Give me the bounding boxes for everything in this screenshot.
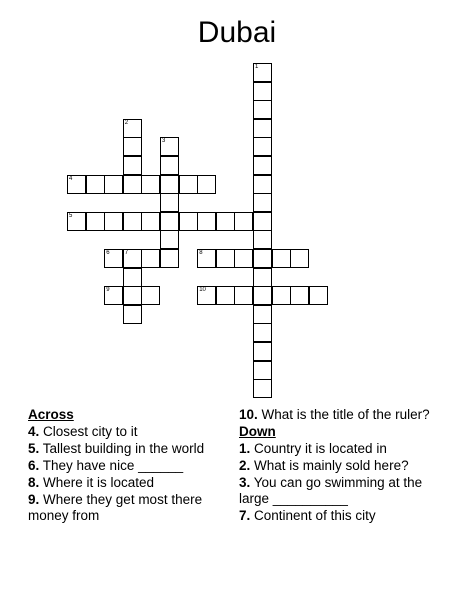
clue-text: What is the title of the ruler? — [257, 407, 430, 422]
grid-cell[interactable] — [67, 212, 86, 231]
grid-cell[interactable] — [253, 119, 272, 138]
grid-cell[interactable] — [160, 212, 179, 231]
grid-cell[interactable] — [309, 286, 328, 305]
grid-cell[interactable] — [272, 249, 291, 268]
clue-text: Continent of this city — [250, 508, 376, 523]
grid-cell[interactable] — [253, 137, 272, 156]
clue-number: 1. — [239, 441, 251, 456]
grid-cell[interactable] — [253, 323, 272, 342]
across-heading: Across — [28, 407, 74, 422]
grid-cell[interactable] — [160, 156, 179, 175]
grid-cell[interactable] — [141, 249, 160, 268]
clue — [28, 492, 223, 524]
down-clues — [239, 441, 449, 524]
across-clues-continued — [239, 407, 449, 423]
clue — [239, 508, 449, 524]
grid-cell[interactable] — [234, 249, 253, 268]
grid-cell[interactable] — [197, 249, 216, 268]
grid-cell[interactable] — [123, 175, 142, 194]
grid-cell[interactable] — [290, 249, 309, 268]
grid-cell[interactable] — [141, 286, 160, 305]
cell-number: 3 — [162, 138, 166, 145]
grid-cell[interactable] — [160, 193, 179, 212]
grid-cell[interactable] — [253, 82, 272, 101]
grid-cell[interactable] — [179, 175, 198, 194]
grid-cell[interactable] — [253, 175, 272, 194]
cell-number: 7 — [124, 250, 129, 256]
grid-cell[interactable] — [197, 175, 216, 194]
grid-cell[interactable] — [216, 249, 235, 268]
grid-cell[interactable] — [253, 193, 272, 212]
grid-cell[interactable] — [104, 286, 123, 305]
clue — [28, 475, 223, 491]
grid-cell[interactable] — [253, 212, 272, 231]
grid-cell[interactable] — [253, 230, 272, 249]
grid-cell[interactable] — [253, 286, 272, 305]
grid-cell[interactable] — [290, 286, 309, 305]
grid-cell[interactable] — [123, 268, 142, 287]
puzzle-title: Dubai — [197, 16, 277, 49]
grid-cell[interactable] — [141, 212, 160, 231]
grid-cell[interactable] — [197, 286, 216, 305]
clue-text: Closest city to it — [39, 424, 138, 439]
grid-cell[interactable] — [253, 249, 272, 268]
clue — [28, 441, 223, 457]
grid-cell[interactable] — [160, 230, 179, 249]
cell-number: 2 — [124, 119, 129, 126]
grid-cell[interactable] — [123, 249, 142, 268]
grid-cell[interactable] — [123, 156, 142, 175]
clue-text: They have nice ______ — [39, 458, 184, 473]
grid-cell[interactable] — [67, 175, 86, 194]
grid-cell[interactable] — [253, 342, 272, 361]
cell-number: 10 — [199, 287, 206, 294]
clue-text: Where it is located — [39, 475, 155, 490]
down-heading: Down — [239, 424, 276, 439]
cell-number: 1 — [255, 64, 259, 70]
grid-cell[interactable] — [272, 286, 291, 305]
clue — [239, 475, 449, 507]
clue-text: Where they get most there money from — [28, 492, 203, 523]
grid-cell[interactable] — [253, 305, 272, 324]
grid-cell[interactable] — [86, 212, 105, 231]
grid-cell[interactable] — [253, 156, 272, 175]
grid-cell[interactable] — [253, 379, 272, 398]
grid-cell[interactable] — [104, 249, 123, 268]
grid-cell[interactable] — [216, 286, 235, 305]
clues-column-right — [239, 406, 449, 524]
grid-cell[interactable] — [123, 305, 142, 324]
clues-column-left — [28, 406, 223, 524]
clue-number: 5. — [28, 441, 40, 456]
grid-cell[interactable] — [160, 249, 179, 268]
cell-number: 8 — [199, 250, 203, 256]
clue-text: You can go swimming at the large __________ — [239, 475, 423, 506]
grid-cell[interactable] — [234, 212, 253, 231]
grid-cell[interactable] — [197, 212, 216, 231]
grid-cell[interactable] — [160, 175, 179, 194]
grid-cell[interactable] — [253, 268, 272, 287]
grid-cell[interactable] — [234, 286, 253, 305]
grid-cell[interactable] — [253, 361, 272, 380]
clue — [239, 458, 449, 474]
grid-cell[interactable] — [160, 137, 179, 156]
clue-number: 7. — [239, 508, 251, 523]
cell-number: 4 — [69, 175, 73, 182]
clue-text: What is mainly sold here? — [250, 458, 409, 473]
clue-number: 10. — [239, 407, 258, 422]
cell-number: 9 — [106, 287, 110, 294]
clue — [28, 424, 223, 440]
grid-cell[interactable] — [141, 175, 160, 194]
clue-number: 8. — [28, 475, 40, 490]
clue — [239, 407, 449, 423]
grid-cell[interactable] — [216, 212, 235, 231]
clue-number: 9. — [28, 492, 40, 507]
grid-cell[interactable] — [123, 286, 142, 305]
grid-cell[interactable] — [123, 212, 142, 231]
grid-cell[interactable] — [253, 100, 272, 119]
grid-cell[interactable] — [253, 63, 272, 82]
clue-number: 3. — [239, 475, 251, 490]
clue-text: Country it is located in — [250, 441, 387, 456]
grid-cell[interactable] — [179, 212, 198, 231]
clue-number: 2. — [239, 458, 251, 473]
clue-number: 6. — [28, 458, 40, 473]
grid-cell[interactable] — [123, 137, 142, 156]
across-clues — [28, 424, 223, 524]
grid-cell[interactable] — [86, 175, 105, 194]
clue — [239, 441, 449, 457]
clue — [28, 458, 223, 474]
grid-cell[interactable] — [104, 212, 123, 231]
clue-number: 4. — [28, 424, 40, 439]
clue-text: Tallest building in the world — [39, 441, 205, 456]
cell-number: 5 — [69, 212, 73, 219]
cell-number: 6 — [106, 250, 110, 256]
grid-cell[interactable] — [104, 175, 123, 194]
grid-cell[interactable] — [123, 119, 142, 138]
